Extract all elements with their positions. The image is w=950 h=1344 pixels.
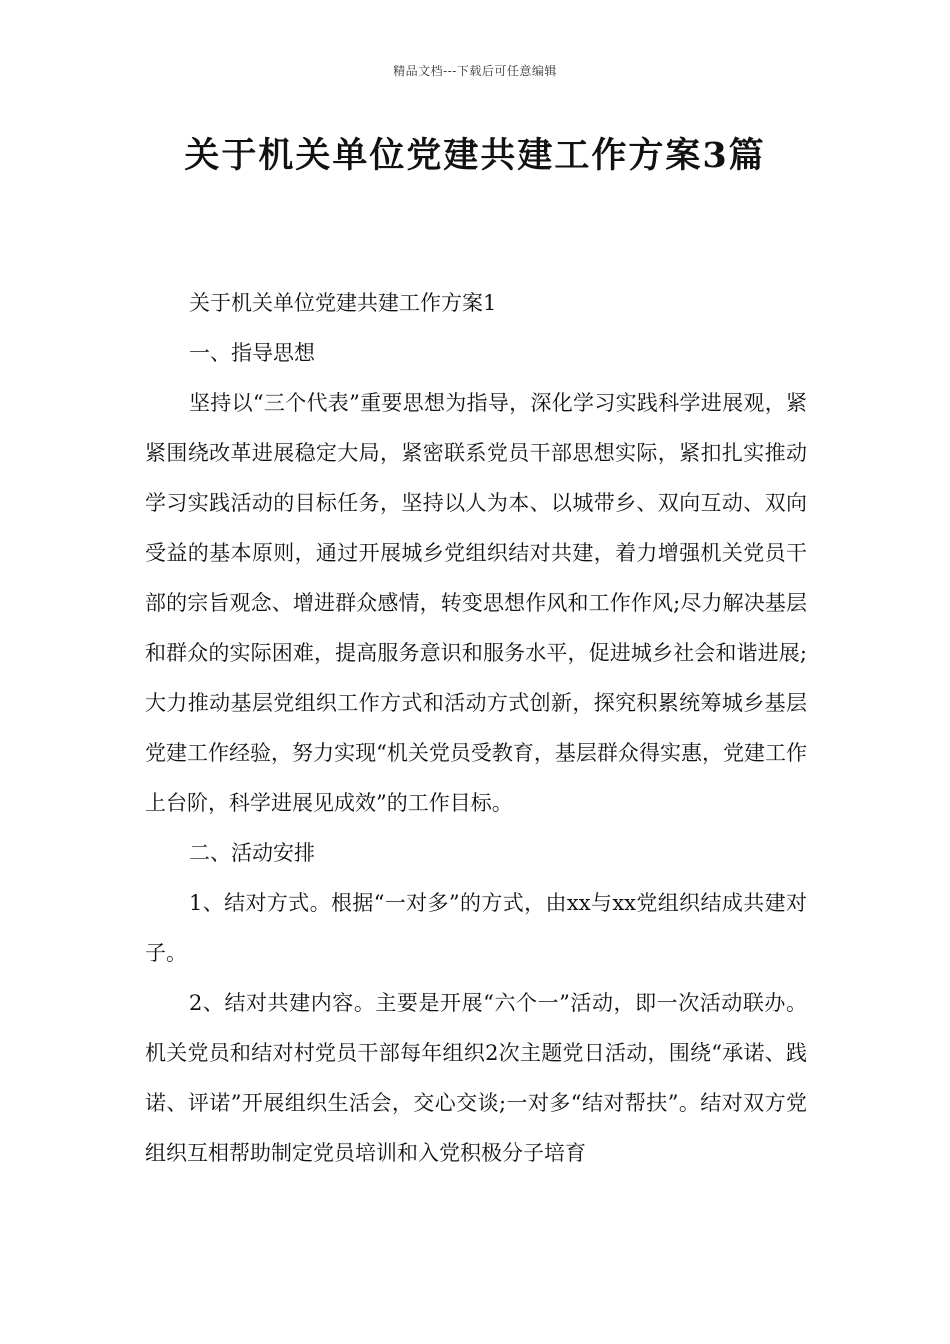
- document-title: 关于机关单位党建共建工作方案3篇: [184, 135, 766, 176]
- section-heading: 关于机关单位党建共建工作方案1: [189, 291, 497, 315]
- page-header: 精品文档---下载后可任意编辑: [393, 64, 557, 78]
- paragraph-pairing-content: 2、结对共建内容。主要是开展“六个一”活动，即一次活动联办。机关党员和结对村党员干部每年组织2次主题党日活动，围绕“承诺、践诺、评诺”开展组织生活会，交心交谈;一对多“结对帮扶”。结对双方党组织互相帮助制定党员培训和入党积极分子培育: [145, 991, 807, 1165]
- paragraph-guiding-ideology: 坚持以“三个代表”重要思想为指导，深化学习实践科学进展观，紧紧围绕改革进展稳定大局，紧密联系党员干部思想实际，紧扣扎实推动学习实践活动的目标任务，坚持以人为本、以城带乡、双向互动、双向受益的基本原则，通过开展城乡党组织结对共建，着力增强机关党员干部的宗旨观念、增进群众感情，转变思想作风和工作作风;尽力解决基层和群众的实际困难，提高服务意识和服务水平，促进城乡社会和谐进展;大力推动基层党组织工作方式和活动方式创新，探究积累统筹城乡基层党建工作经验，努力实现“机关党员受教育，基层群众得实惠，党建工作上台阶，科学进展见成效”的工作目标。: [145, 391, 807, 815]
- document-body: [145, 278, 807, 1178]
- paragraph-pairing-method: 1、结对方式。根据“一对多”的方式，由xx与xx党组织结成共建对子。: [145, 891, 807, 965]
- subheading-guiding-ideology: 一、指导思想: [189, 341, 315, 365]
- subheading-activity-arrangement: 二、活动安排: [189, 841, 315, 865]
